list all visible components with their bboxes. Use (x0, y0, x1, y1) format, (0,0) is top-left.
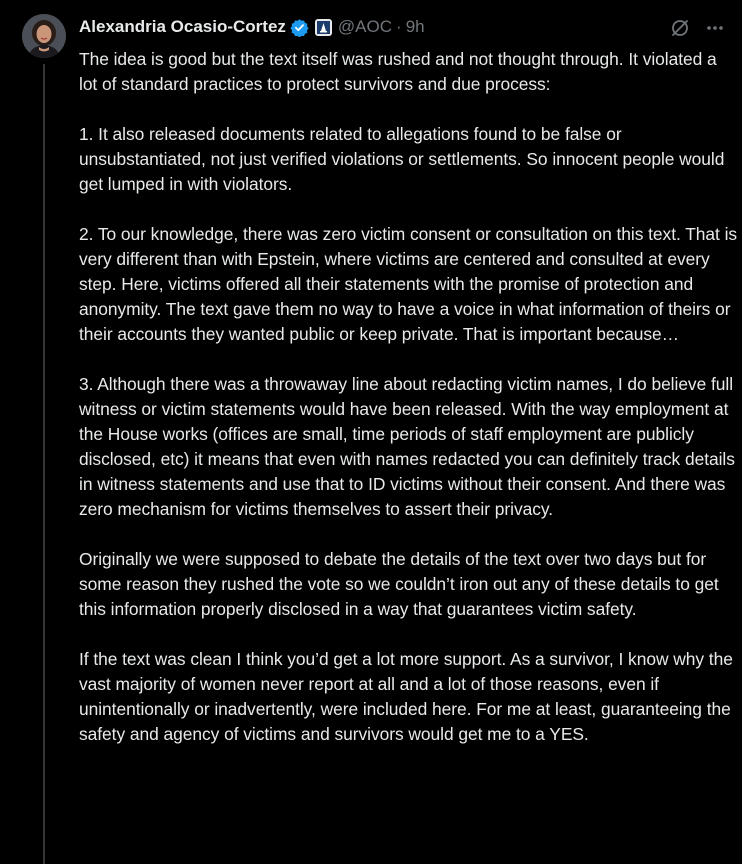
separator-dot: · (396, 17, 402, 36)
tweet-paragraph: The idea is good but the text itself was rushed and not thought through. It violated a lot of standard practices to protect survivors and due process: (79, 49, 717, 94)
tweet-text (79, 47, 739, 772)
tweet-paragraph: Originally we were supposed to debate the details of the text over two days but for some reason they rushed the vote so we couldn’t iron out any of these details to get this information properly disclosed in a way that guarantees victim safety. (79, 549, 719, 619)
more-options-icon[interactable] (705, 20, 725, 36)
timestamp[interactable]: 9h (405, 17, 425, 36)
author-name[interactable]: Alexandria Ocasio-Cortez (79, 17, 286, 36)
verified-badge-icon[interactable] (290, 18, 309, 37)
tweet-paragraph: 2. To our knowledge, there was zero victim consent or consultation on this text. That is very different than with Epstein, where victims are centered and consulted at every step. Here, victims offered all their statements with the promise of protection and anonymity. The text gave them no way to have a voice in what information of theirs or their accounts they wanted public or keep private. That is important because… (79, 224, 738, 344)
author-handle[interactable]: @AOC (337, 17, 393, 36)
tweet-paragraph: 3. Although there was a throwaway line about redacting victim names, I do believe full witness or victim statements would have been released. With the way employment at the House works (offices are small, time periods of staff employment are publicly disclosed, etc) it means that even with names redacted you can definitely track details in witness statements and use that to ID victims without their consent. And there was zero mechanism for victims themselves to assert their privacy. (79, 374, 735, 519)
tweet-header (79, 15, 425, 39)
avatar[interactable] (22, 14, 66, 58)
grok-icon[interactable] (670, 18, 690, 38)
tweet-paragraph: 1. It also released documents related to allegations found to be false or unsubstantiated, not just verified violations or settlements. So innocent people would get lumped in with violators. (79, 124, 725, 194)
government-affiliation-badge-icon[interactable] (315, 19, 332, 36)
tweet-paragraph: If the text was clean I think you’d get a lot more support. As a survivor, I know why the vast majority of women never report at all and a lot of those reasons, even if unintentionally or inadvertently, were included here. For me at least, guaranteeing the safety and agency of victims and survivors would get me to a YES. (79, 649, 733, 744)
thread-connector-line (43, 64, 45, 864)
